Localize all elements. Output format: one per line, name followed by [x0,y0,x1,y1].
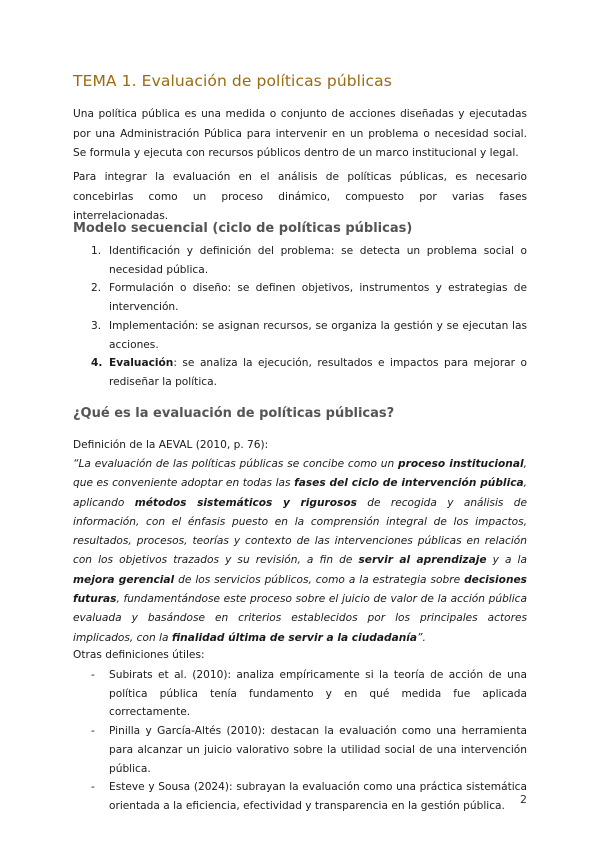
quote-text: “La evaluación de las políticas públicas se concibe como un [73,458,399,470]
list-number: 2. [91,282,102,295]
list-item-text: Subirats et al. (2010): analiza empíricamente si la teoría de acción de una política pública tenía fundamento y en qué medida fue aplicada correctamente. [109,669,527,719]
quote-text: de recogida y análisis de información, con el énfasis puesto en la comprensión integral de los impactos, resultados, procesos, teorías y contexto de las intervenciones públicas en relación con los objetivos trazados y su revisión, a fin de [73,496,527,567]
cycle-steps-list [73,242,527,392]
quote-text: y a la [486,554,527,567]
list-item-text: Implementación: se asignan recursos, se organiza la gestión y se ejecutan las acciones. [109,319,527,351]
list-item-text: Identificación y definición del problema: se detecta un problema social o necesidad pública. [109,245,527,276]
quote-emphasis: mejora gerencial [73,573,175,586]
dash-bullet: - [91,669,95,681]
quote-text: , fundamentándose este proceso sobre el juicio de valor de la acción pública evaluada y basándose en criterios establecidos por los principales actores implicados, con la [73,593,527,644]
list-item [73,778,527,815]
list-item [73,279,527,316]
list-item-text: Formulación o diseño: se definen objetivos, instrumentos y estrategias de intervención. [109,282,527,314]
quote-emphasis: finalidad última de servir a la ciudadanía [171,631,418,644]
list-number: 4. [91,357,103,370]
other-definitions-label: Otras definiciones útiles: [73,649,205,661]
list-item [73,242,527,279]
page-number: 2 [520,793,527,806]
other-definitions-list [73,666,527,816]
quote-text: , aplicando [73,477,528,509]
list-item-text: : se analiza la ejecución, resultados e impactos para mejorar o rediseñar la política. [109,357,527,388]
quote-emphasis: proceso institucional [398,458,524,470]
quote-emphasis: decisiones futuras [73,573,527,606]
quote-emphasis: fases del ciclo de intervención pública [294,477,524,490]
dash-bullet: - [91,781,95,794]
list-item [73,666,527,722]
section-heading-evaluation: ¿Qué es la evaluación de políticas públicas? [73,406,395,421]
quote-text: , que es conveniente adoptar en todas las [73,458,527,490]
list-number: 3. [91,319,102,332]
list-item [73,354,527,391]
quote-emphasis: servir al aprendizaje [358,554,487,567]
list-item [73,317,527,354]
list-item-text: Pinilla y García-Altés (2010): destacan la evaluación como una herramienta para alcanzar un juicio valorativo sobre la utilidad social de una intervención pública. [109,725,527,775]
dash-bullet: - [91,725,95,738]
list-item [73,722,527,778]
definition-source: Definición de la AEVAL (2010, p. 76): [73,439,269,451]
quote-text: de los servicios públicos, como a la estrategia sobre [174,573,465,586]
aeval-quote [73,455,527,648]
list-item-label: Evaluación [109,357,174,370]
intro-paragraph-1: Una política pública es una medida o conjunto de acciones diseñadas y ejecutadas por una Administración Pública para intervenir en un problema o necesidad social. Se formula y ejecuta con recursos públicos dentro de un marco institucional y legal. [73,108,527,159]
page-title: TEMA 1. Evaluación de políticas públicas [73,72,392,90]
intro-paragraph-2: Para integrar la evaluación en el análisis de políticas públicas, es necesario concebirlas como un proceso dinámico, compuesto por varias fases interrelacionadas. [73,171,527,222]
quote-emphasis: métodos sistemáticos y rigurosos [134,496,357,509]
quote-text: ”. [417,631,426,644]
list-item-text: Esteve y Sousa (2024): subrayan la evaluación como una práctica sistemática orientada a la eficiencia, efectividad y transparencia en la gestión pública. [109,781,527,812]
list-number: 1. [91,245,102,257]
section-heading-cycle: Modelo secuencial (ciclo de políticas públicas) [73,221,413,236]
